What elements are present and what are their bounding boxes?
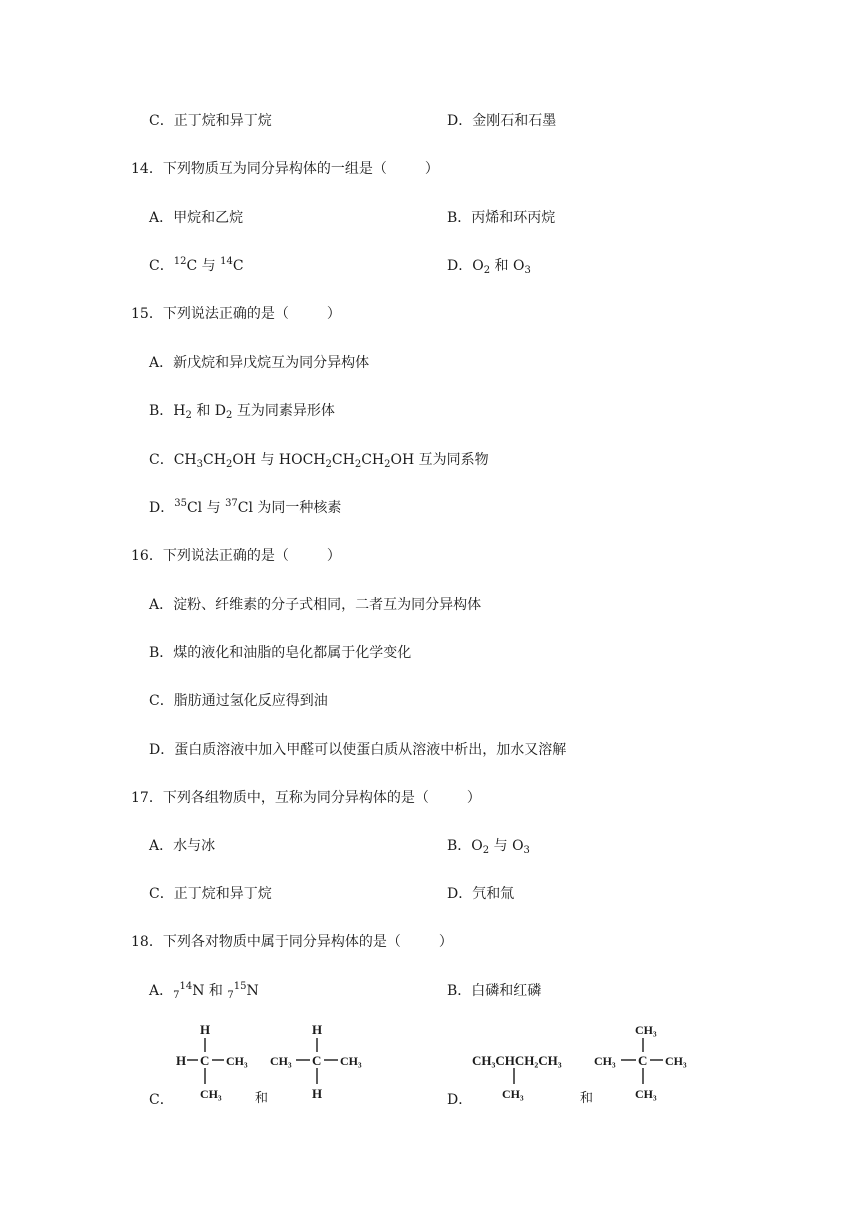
q15-option-b: B．$H_2$ 和 $D_2$ 互为同素异形体 — [149, 403, 335, 421]
q18-option-a: A．$_7^{14}$N 和 $_7^{15}$N — [149, 981, 259, 1001]
atom-h-top: H — [312, 1022, 323, 1037]
q18-option-c-structures — [160, 1018, 380, 1108]
q16-option-a: A．淀粉、纤维素的分子式相同，二者互为同分异构体 — [149, 597, 482, 613]
q16-option-d: D．蛋白质溶液中加入甲醛可以使蛋白质从溶液中析出，加水又溶解 — [149, 742, 567, 758]
q14-option-c: C．$^{12}$C 与 $^{14}$C — [149, 256, 244, 274]
atom-h-left: H — [176, 1053, 187, 1068]
atom-c: C — [638, 1053, 648, 1068]
structure-c2 — [270, 1022, 362, 1101]
q14-stem: 14．下列物质互为同分异构体的一组是（ ） — [131, 161, 439, 177]
atom-h-top: H — [200, 1022, 211, 1037]
atom-ch3-right: CH₃ — [340, 1054, 362, 1068]
q15-option-d: D．$^{35}$Cl 与 $^{37}$Cl 为同一种核素 — [149, 498, 342, 516]
q16-option-c: C．脂肪通过氢化反应得到油 — [149, 693, 328, 709]
q18-stem: 18．下列各对物质中属于同分异构体的是（ ） — [131, 934, 453, 950]
q14-option-a: A．甲烷和乙烷 — [149, 210, 244, 226]
q17-option-b: B．$O_2$ 与 $O_3$ — [447, 838, 530, 856]
atom-c: C — [312, 1053, 322, 1068]
chain: CH₃CHCH₂CH₃ — [472, 1053, 562, 1068]
atom-ch3-left: CH₃ — [594, 1054, 616, 1068]
q18-option-b: B．白磷和红磷 — [447, 983, 542, 999]
atom-ch3-bottom: CH₃ — [200, 1087, 222, 1101]
q17-stem: 17．下列各组物质中，互称为同分异构体的是（ ） — [131, 790, 481, 806]
q13-option-d: D．金刚石和石墨 — [447, 113, 557, 129]
atom-h-bottom: H — [312, 1086, 323, 1101]
atom-ch3-right: CH₃ — [665, 1054, 687, 1068]
atom-ch3-right: CH₃ — [226, 1054, 248, 1068]
atom-ch3-branch: CH₃ — [502, 1087, 524, 1101]
atom-c: C — [200, 1053, 210, 1068]
q18-option-d-and: 和 — [580, 1091, 594, 1106]
q18-option-c-label: C． — [149, 1092, 174, 1108]
q14-option-d: D．$O_2$ 和 $O_3$ — [447, 258, 531, 276]
q14-option-b: B．丙烯和环丙烷 — [447, 210, 556, 226]
q17-option-c: C．正丁烷和异丁烷 — [149, 886, 272, 902]
q16-option-b: B．煤的液化和油脂的皂化都属于化学变化 — [149, 645, 412, 661]
q15-option-a: A．新戊烷和异戊烷互为同分异构体 — [149, 355, 370, 371]
q13-option-c: C．正丁烷和异丁烷 — [149, 113, 272, 129]
structure-d2 — [594, 1023, 687, 1101]
q15-stem: 15．下列说法正确的是（ ） — [131, 306, 341, 322]
q18-option-d-structures — [470, 1018, 700, 1108]
q16-stem: 16．下列说法正确的是（ ） — [131, 548, 341, 564]
q17-option-d: D．氕和氚 — [447, 886, 515, 902]
atom-ch3-top: CH₃ — [635, 1023, 657, 1037]
structure-d1 — [472, 1053, 562, 1101]
atom-ch3-bottom: CH₃ — [635, 1087, 657, 1101]
q15-option-c: C．$CH_3CH_2OH$ 与 $HOCH_2CH_2CH_2OH$ 互为同系物 — [149, 452, 489, 470]
q18-option-c-and: 和 — [255, 1091, 269, 1106]
q17-option-a: A．水与冰 — [149, 838, 216, 854]
atom-ch3-left: CH₃ — [270, 1054, 292, 1068]
structure-c1 — [176, 1022, 248, 1101]
q18-option-d-label: D． — [447, 1092, 473, 1108]
